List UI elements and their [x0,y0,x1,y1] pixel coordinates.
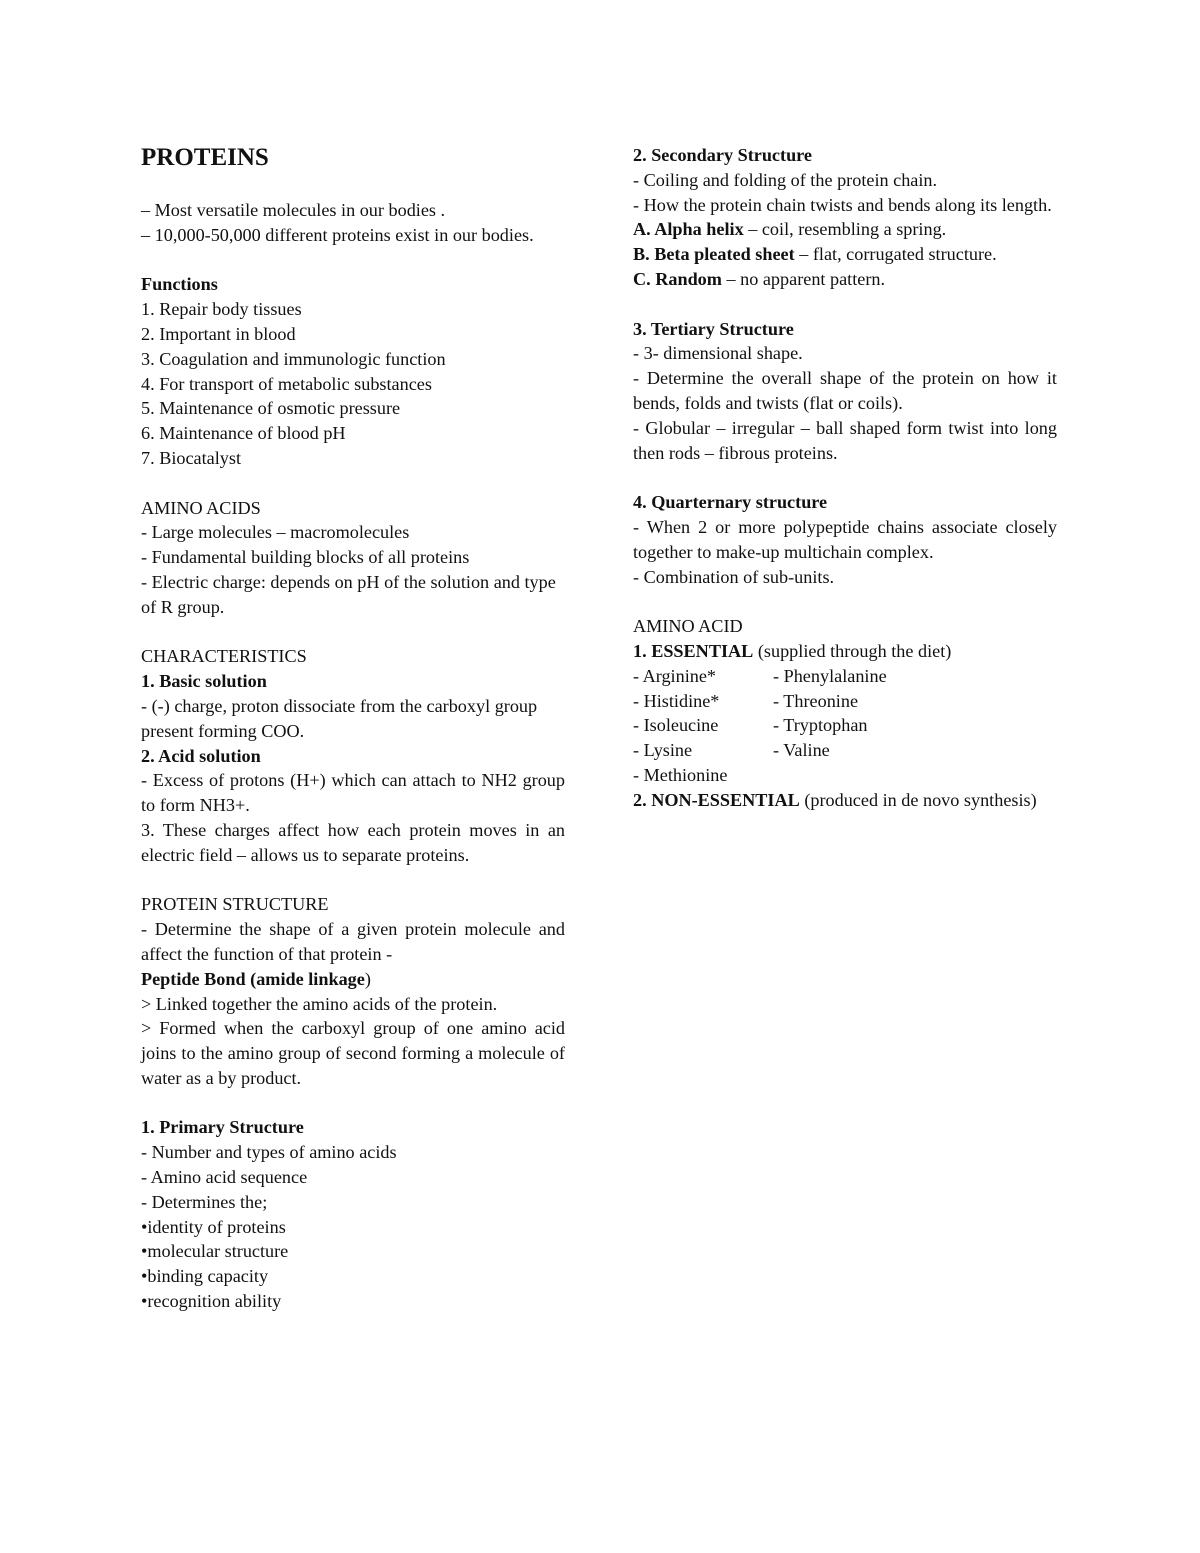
essential-label: 1. ESSENTIAL [633,640,754,661]
amino-acids-item: - Fundamental building blocks of all proteins [141,547,470,568]
peptide-bond-tail: ) [364,968,371,989]
amino-acid-pair [633,738,1057,763]
essential-line [633,639,1057,664]
random-line [633,267,1057,292]
amino-acid-name: - Threonine [773,690,859,711]
charges-point: 3. These charges affect how each protein moves in an electric field – allows us to separate proteins. [141,819,565,865]
primary-structure-item: - Determines the; [141,1191,268,1212]
tertiary-structure-item: - Determine the overall shape of the protein on how it bends, folds and twists (flat or coils). [633,368,1057,413]
quaternary-structure-heading: 4. Quarternary structure [633,492,828,513]
primary-structure-bullet: •binding capacity [141,1266,269,1287]
amino-acid-name: - Phenylalanine [773,665,887,686]
function-item: 1. Repair body tissues [141,299,302,320]
function-item: 5. Maintenance of osmotic pressure [141,398,401,419]
protein-structure-heading: PROTEIN STRUCTURE [141,894,329,915]
peptide-bond-line [141,967,565,992]
alpha-helix-line [633,217,1057,242]
tertiary-structure-item: - Globular – irregular – ball shaped form twist into long then rods – fibrous proteins. [633,417,1057,463]
functions-heading: Functions [141,274,218,295]
peptide-bond-item: > Formed when the carboxyl group of one amino acid joins to the amino group of second forming a molecule of water as a by product. [141,1018,565,1088]
intro-line: – 10,000-50,000 different proteins exist in our bodies. [141,224,534,245]
quaternary-structure-item: - Combination of sub-units. [633,566,835,587]
amino-acids-item: - Electric charge: depends on pH of the solution and type of R group. [141,571,556,617]
secondary-structure-item: - How the protein chain twists and bends along its length. [633,194,1052,215]
left-column [141,143,565,1314]
amino-acid-name: - Arginine* [633,665,717,686]
primary-structure-heading: 1. Primary Structure [141,1117,304,1138]
alpha-helix-label: A. Alpha helix [633,219,744,240]
random-label: C. Random [633,268,722,289]
amino-acid-name: - Lysine [633,740,693,761]
amino-acid-name: - Isoleucine [633,715,719,736]
primary-structure-item: - Number and types of amino acids [141,1142,397,1163]
amino-acid-heading: AMINO ACID [633,616,743,637]
amino-acid-name: - Methionine [633,764,728,785]
amino-acid-name: - Tryptophan [773,715,868,736]
amino-acid-pair [633,689,1057,714]
tertiary-structure-heading: 3. Tertiary Structure [633,318,794,339]
alpha-helix-text: – coil, resembling a spring. [743,219,947,240]
beta-sheet-line [633,242,1057,267]
function-item: 4. For transport of metabolic substances [141,373,432,394]
quaternary-structure-item: - When 2 or more polypeptide chains associate closely together to make-up multichain complex. [633,516,1057,562]
acid-solution-heading: 2. Acid solution [141,745,261,766]
characteristics-heading: CHARACTERISTICS [141,646,307,667]
acid-solution-text: - Excess of protons (H+) which can attach to NH2 group to form NH3+. [141,770,565,816]
nonessential-text: (produced in de novo synthesis) [799,789,1037,810]
random-text: – no apparent pattern. [721,268,886,289]
basic-solution-heading: 1. Basic solution [141,671,267,692]
basic-solution-text: - (-) charge, proton dissociate from the carboxyl group present forming COO. [141,695,538,741]
amino-acid-pair [633,713,1057,738]
primary-structure-item: - Amino acid sequence [141,1167,308,1188]
protein-structure-text: - Determine the shape of a given protein molecule and affect the function of that protein - [141,919,565,964]
right-column [633,143,1057,813]
beta-sheet-label: B. Beta pleated sheet [633,244,795,265]
nonessential-label: 2. NON-ESSENTIAL [633,789,800,810]
function-item: 3. Coagulation and immunologic function [141,348,446,369]
primary-structure-bullet: •identity of proteins [141,1216,286,1237]
primary-structure-bullet: •recognition ability [141,1291,282,1312]
amino-acid-pair [633,664,1057,689]
nonessential-line [633,788,1057,813]
peptide-bond-item: > Linked together the amino acids of the protein. [141,993,498,1014]
function-item: 6. Maintenance of blood pH [141,423,346,444]
secondary-structure-heading: 2. Secondary Structure [633,145,812,165]
peptide-bond-label: Peptide Bond (amide linkage [141,968,365,989]
tertiary-structure-item: - 3- dimensional shape. [633,343,803,364]
function-item: 7. Biocatalyst [141,447,242,468]
beta-sheet-text: – flat, corrugated structure. [794,244,997,265]
intro-line: – Most versatile molecules in our bodies . [141,200,446,220]
page-title: PROTEINS [141,144,269,171]
primary-structure-bullet: •molecular structure [141,1241,289,1262]
function-item: 2. Important in blood [141,323,296,344]
essential-text: (supplied through the diet) [753,640,952,661]
amino-acids-heading: AMINO ACIDS [141,497,261,518]
amino-acid-name: - Valine [773,740,830,761]
amino-acids-item: - Large molecules – macromolecules [141,522,410,543]
secondary-structure-item: - Coiling and folding of the protein chain. [633,169,938,190]
amino-acid-name: - Histidine* [633,690,720,711]
